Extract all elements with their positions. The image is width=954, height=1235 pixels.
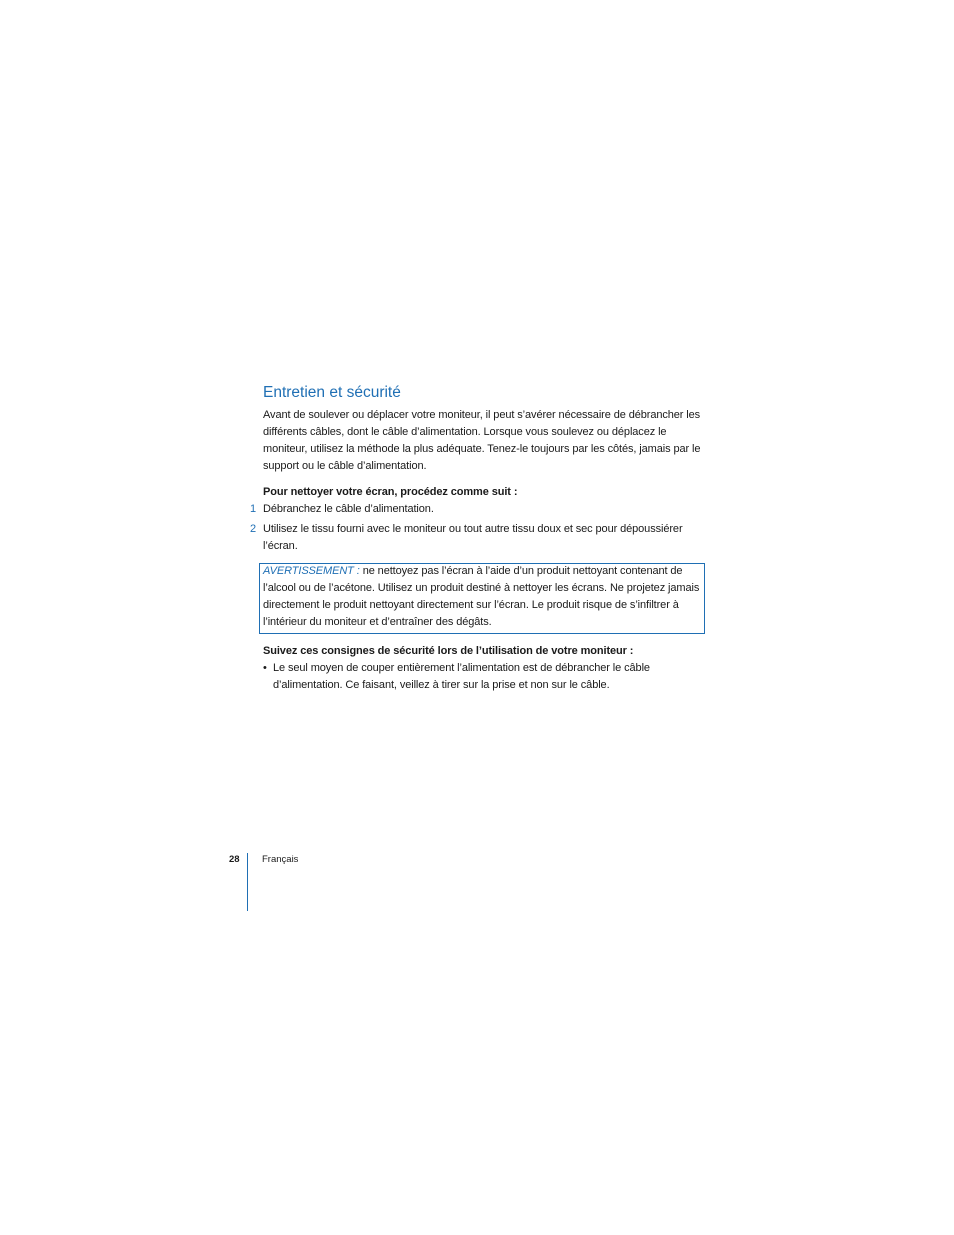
safety-bullets (263, 660, 708, 694)
step-number: 1 (250, 503, 257, 515)
step-item (250, 521, 708, 555)
step-text: Débranchez le câble d’alimentation. (263, 503, 434, 515)
section-title: Entretien et sécurité (263, 384, 401, 401)
cleaning-steps (250, 501, 708, 555)
step-item (250, 501, 708, 518)
page-number: 28 (229, 854, 240, 865)
cleaning-heading: Pour nettoyer votre écran, procédez comme suit : (263, 486, 518, 498)
bullet-item (263, 660, 708, 694)
bullet-marker: • (263, 662, 267, 674)
intro-paragraph: Avant de soulever ou déplacer votre moniteur, il peut s’avérer nécessaire de débrancher les différents câbles, dont le câble d’alimentation. Lorsque vous soulevez ou déplacez le moniteur, utilisez la méthode la plus adéquate. Tenez-le toujours par les côtés, jamais par le support ou le câble d’alimentation. (263, 409, 701, 472)
main-content (250, 382, 708, 555)
warning-content (263, 563, 703, 631)
step-number: 2 (250, 523, 257, 535)
step-text: Utilisez le tissu fourni avec le moniteur ou tout autre tissu doux et sec pour dépoussiérer l’écran. (263, 523, 683, 552)
footer-divider (247, 853, 248, 911)
safety-section (263, 643, 708, 694)
footer-language: Français (262, 854, 299, 865)
warning-text: ne nettoyez pas l’écran à l’aide d’un produit nettoyant contenant de l’alcool ou de l’acétone. Utilisez un produit destiné à nettoyer les écrans. Ne projetez jamais directement le produit nettoyant directement sur l’écran. Le produit risque de s’infiltrer à l’intérieur du moniteur et d’entraîner des dégâts. (263, 565, 700, 628)
safety-heading: Suivez ces consignes de sécurité lors de l’utilisation de votre moniteur : (263, 645, 634, 657)
warning-label: AVERTISSEMENT : (263, 565, 360, 577)
bullet-text: Le seul moyen de couper entièrement l’alimentation est de débrancher le câble d’alimentation. Ce faisant, veillez à tirer sur la prise et non sur le câble. (273, 662, 650, 691)
